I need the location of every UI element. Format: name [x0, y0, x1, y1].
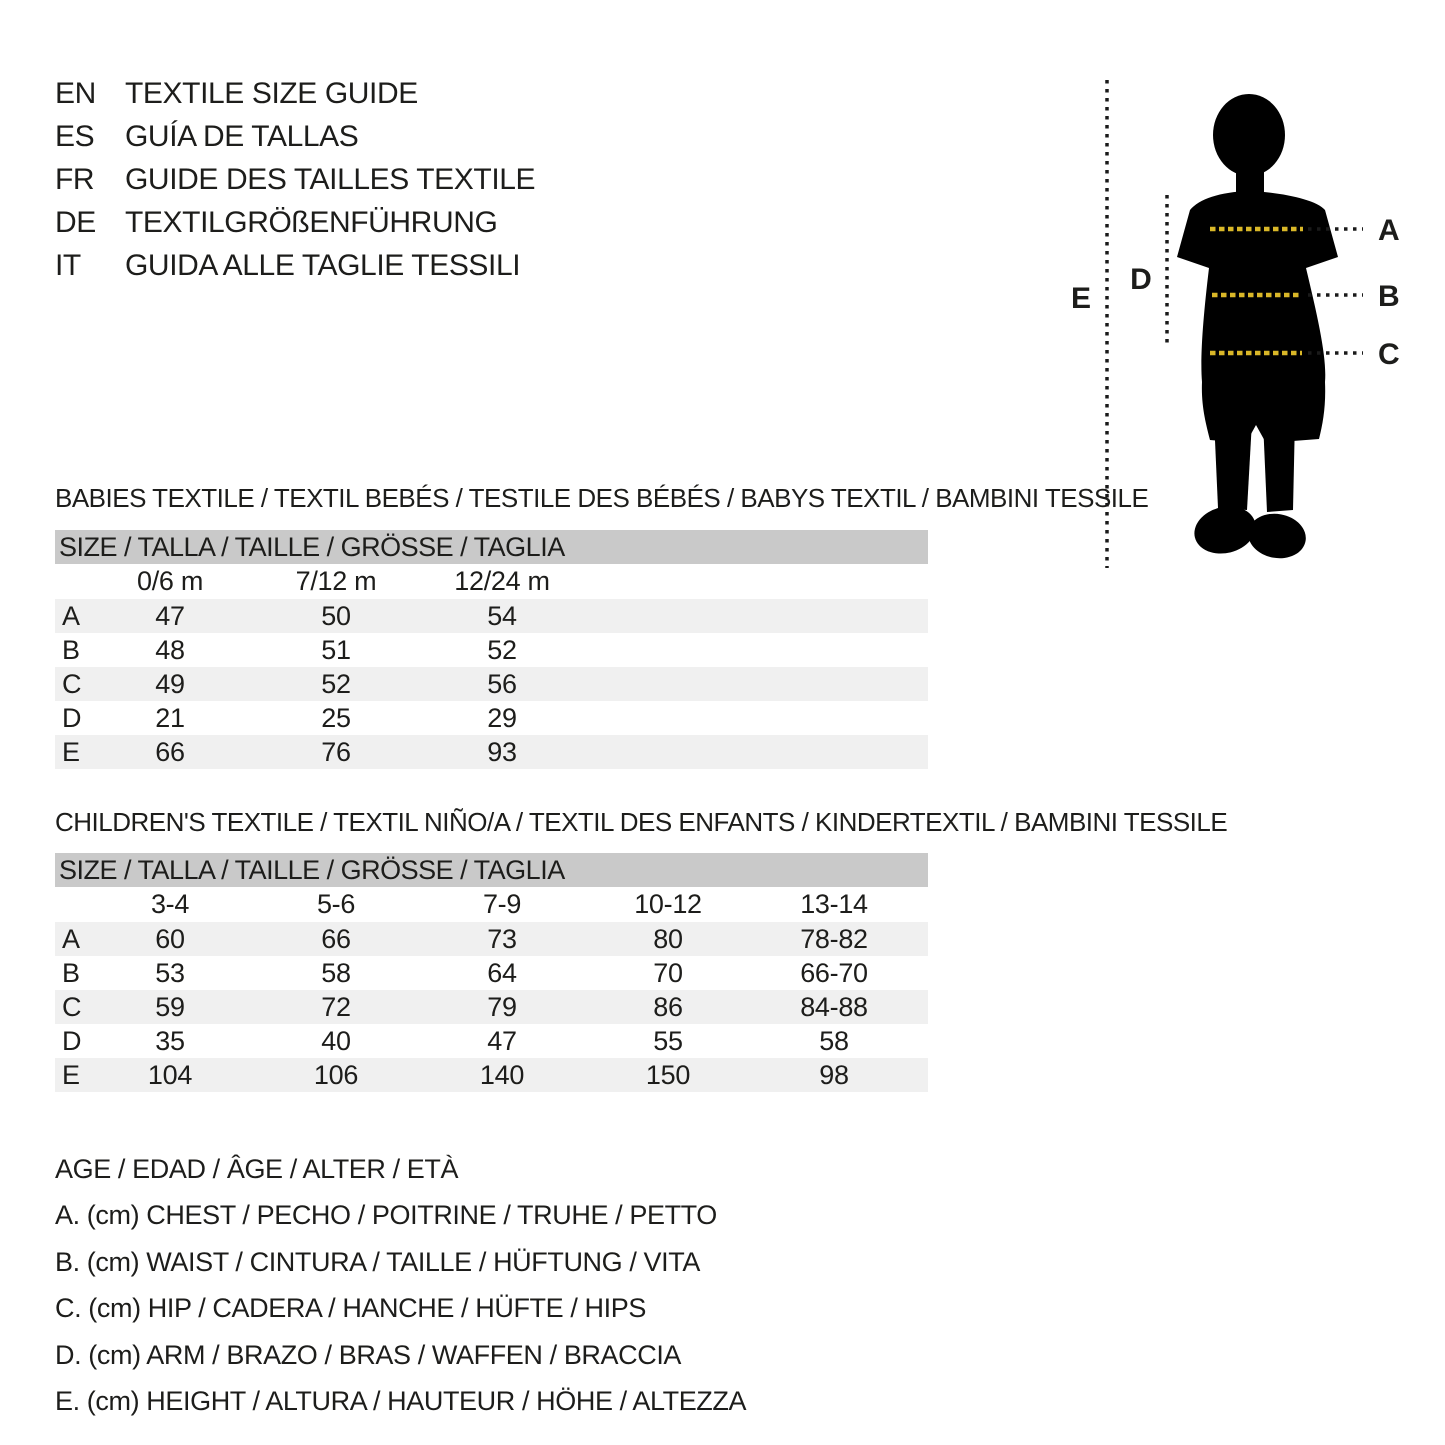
babies-size-table	[55, 530, 928, 769]
row-label: C	[62, 991, 82, 1022]
row-label: D	[62, 1025, 82, 1056]
column-header: 13-14	[800, 889, 868, 919]
cell-value: 47	[487, 1025, 517, 1056]
language-code: EN	[55, 76, 96, 110]
row-label: E	[62, 736, 80, 767]
cell-value: 66-70	[800, 957, 868, 988]
label-c: C	[1378, 338, 1400, 371]
cell-value: 66	[155, 736, 185, 767]
label-b: B	[1378, 280, 1400, 313]
cell-value: 73	[487, 923, 517, 954]
cell-value: 35	[155, 1025, 185, 1056]
table-row	[55, 956, 928, 990]
table-row	[55, 1024, 928, 1058]
child-silhouette	[1177, 94, 1338, 563]
babies-size-header-band: SIZE / TALLA / TAILLE / GRÖSSE / TAGLIA	[55, 530, 928, 564]
cell-value: 140	[479, 1059, 525, 1090]
children-size-table	[55, 853, 928, 1092]
legend-line: B. (cm) WAIST / CINTURA / TAILLE / HÜFTUNG / VITA	[55, 1246, 700, 1277]
language-row	[55, 158, 535, 201]
cell-value: 60	[155, 923, 185, 954]
cell-value: 104	[147, 1059, 193, 1090]
label-a: A	[1378, 214, 1400, 247]
children-size-header-band: SIZE / TALLA / TAILLE / GRÖSSE / TAGLIA	[55, 853, 928, 887]
column-header: 5-6	[316, 889, 356, 919]
cell-value: 52	[321, 668, 351, 699]
language-code: FR	[55, 162, 95, 196]
babies-table-body	[55, 599, 928, 769]
cell-value: 64	[487, 957, 517, 988]
cell-value: 48	[155, 634, 185, 665]
cell-value: 47	[155, 600, 185, 631]
cell-value: 58	[321, 957, 351, 988]
column-header: 10-12	[634, 889, 702, 919]
cell-value: 78-82	[800, 923, 868, 954]
column-header: 3-4	[150, 889, 190, 919]
babies-column-header-row	[55, 564, 928, 599]
language-header	[55, 72, 535, 287]
cell-value: 66	[321, 923, 351, 954]
cell-value: 54	[487, 600, 517, 631]
cell-value: 72	[321, 991, 351, 1022]
legend-line: C. (cm) HIP / CADERA / HANCHE / HÜFTE / HIPS	[55, 1293, 646, 1324]
cell-value: 56	[487, 668, 517, 699]
child-silhouette-figure	[1060, 60, 1445, 600]
column-header: 0/6 m	[136, 566, 204, 596]
measurement-legend	[55, 1146, 746, 1425]
cell-value: 59	[155, 991, 185, 1022]
cell-value: 86	[653, 991, 683, 1022]
table-row	[55, 701, 928, 735]
cell-value: 70	[653, 957, 683, 988]
cell-value: 52	[487, 634, 517, 665]
row-label: C	[62, 668, 82, 699]
language-code: IT	[55, 248, 81, 282]
babies-section-title: BABIES TEXTILE / TEXTIL BEBÉS / TESTILE DES BÉBÉS / BABYS TEXTIL / BAMBINI TESSILE	[55, 483, 1149, 513]
row-label: D	[62, 702, 82, 733]
language-row	[55, 244, 535, 287]
guide-title: GUIDA ALLE TAGLIE TESSILI	[125, 248, 521, 282]
row-label: A	[62, 923, 80, 954]
language-code: DE	[55, 205, 96, 239]
language-row	[55, 201, 535, 244]
cell-value: 79	[487, 991, 517, 1022]
cell-value: 150	[645, 1059, 691, 1090]
cell-value: 76	[321, 736, 351, 767]
children-table-body	[55, 922, 928, 1092]
legend-line: A. (cm) CHEST / PECHO / POITRINE / TRUHE / PETTO	[55, 1200, 717, 1231]
row-label: B	[62, 634, 80, 665]
table-row	[55, 922, 928, 956]
cell-value: 49	[155, 668, 185, 699]
legend-line: AGE / EDAD / ÂGE / ALTER / ETÀ	[55, 1153, 459, 1184]
guide-title: GUÍA DE TALLAS	[125, 119, 359, 153]
cell-value: 53	[155, 957, 185, 988]
children-column-header-row	[55, 887, 928, 922]
row-label: E	[62, 1059, 80, 1090]
cell-value: 93	[487, 736, 517, 767]
row-label: A	[62, 600, 80, 631]
table-row	[55, 599, 928, 633]
language-row	[55, 115, 535, 158]
cell-value: 84-88	[800, 991, 868, 1022]
column-header: 12/24 m	[454, 566, 550, 596]
cell-value: 29	[487, 702, 517, 733]
table-row	[55, 1058, 928, 1092]
guide-title: TEXTILE SIZE GUIDE	[125, 76, 418, 110]
legend-line: D. (cm) ARM / BRAZO / BRAS / WAFFEN / BRACCIA	[55, 1339, 682, 1370]
cell-value: 80	[653, 923, 683, 954]
children-section-title: CHILDREN'S TEXTILE / TEXTIL NIÑO/A / TEXTIL DES ENFANTS / KINDERTEXTIL / BAMBINI TESSILE	[55, 807, 1228, 837]
cell-value: 98	[819, 1059, 849, 1090]
cell-value: 106	[313, 1059, 359, 1090]
cell-value: 55	[653, 1025, 683, 1056]
label-d: D	[1130, 263, 1152, 296]
cell-value: 51	[321, 634, 351, 665]
cell-value: 58	[819, 1025, 849, 1056]
column-header: 7/12 m	[295, 566, 377, 596]
column-header: 7-9	[482, 889, 522, 919]
guide-title: GUIDE DES TAILLES TEXTILE	[125, 162, 536, 196]
legend-line: E. (cm) HEIGHT / ALTURA / HAUTEUR / HÖHE / ALTEZZA	[55, 1386, 747, 1417]
cell-value: 40	[321, 1025, 351, 1056]
row-label: B	[62, 957, 80, 988]
language-row	[55, 72, 535, 115]
cell-value: 21	[155, 702, 185, 733]
guide-title: TEXTILGRÖßENFÜHRUNG	[125, 205, 498, 239]
label-e: E	[1070, 282, 1092, 315]
table-row	[55, 633, 928, 667]
table-row	[55, 735, 928, 769]
cell-value: 25	[321, 702, 351, 733]
table-row	[55, 990, 928, 1024]
cell-value: 50	[321, 600, 351, 631]
language-code: ES	[55, 119, 95, 153]
table-row	[55, 667, 928, 701]
